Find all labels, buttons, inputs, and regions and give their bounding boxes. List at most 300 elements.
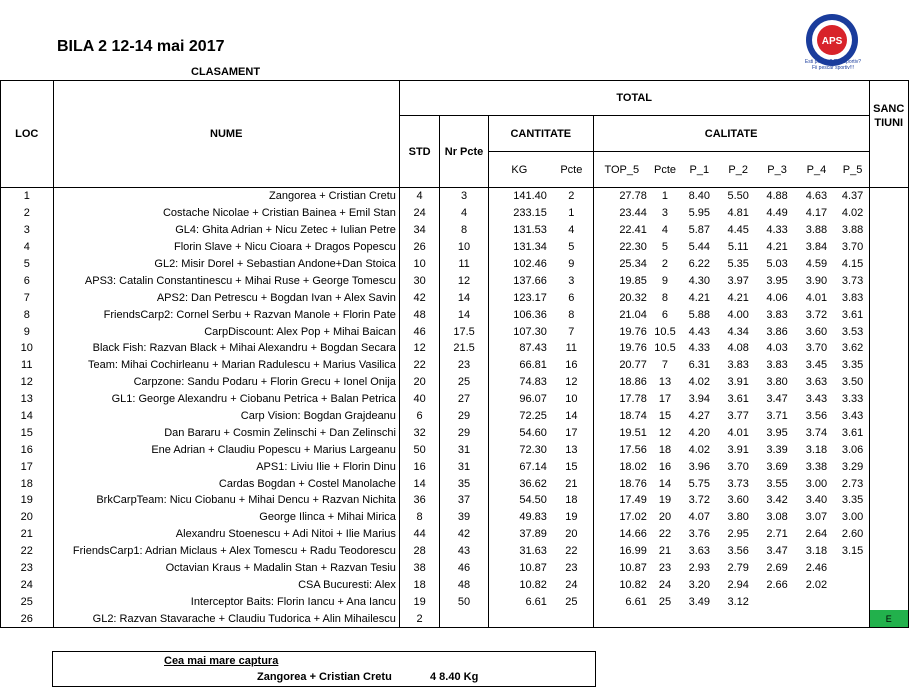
cell-p1: 8.40 — [680, 188, 718, 205]
cell-loc: 24 — [1, 576, 54, 593]
cell-kg: 72.30 — [519, 443, 547, 456]
cell-pcte: 18 — [550, 492, 593, 509]
cell-p4: 3.56 — [805, 410, 828, 423]
cell-p2: 3.97 — [727, 274, 749, 287]
cell-p2 — [719, 610, 758, 627]
cell-nume: GL4: Ghita Adrian + Nicu Zetec + Iulian Petre — [53, 222, 399, 239]
cell-loc: 15 — [1, 424, 54, 441]
cell-loc: 22 — [1, 543, 54, 560]
cell-loc: 18 — [1, 475, 54, 492]
cell-loc: 21 — [1, 526, 54, 543]
cell-top5: 22.41 — [619, 224, 647, 237]
cell-loc: 8 — [1, 306, 54, 323]
cell-nr-pcte: 48 — [440, 576, 488, 593]
cell-pcte-calitate: 19 — [658, 494, 672, 507]
cell-nume: GL2: Misir Dorel + Sebastian Andone+Dan Stoica — [53, 256, 399, 273]
cell-sanctiuni — [869, 340, 909, 357]
cell-p5 — [837, 593, 869, 610]
col-top5: TOP_5 — [604, 163, 640, 176]
cell-sanctiuni — [869, 222, 909, 239]
cell-kg: 66.81 — [519, 359, 547, 372]
cell-pcte-calitate: 10.5 — [654, 342, 676, 355]
cell-p1: 6.22 — [688, 258, 711, 270]
cell-p4: 3.60 — [805, 325, 828, 338]
cell-loc: 25 — [1, 593, 54, 610]
cell-p1: 4.02 — [688, 443, 711, 456]
col-loc: LOC — [1, 81, 54, 188]
cell-pcte: 13 — [550, 441, 593, 458]
col-total: TOTAL — [399, 81, 869, 116]
cell-nr-pcte: 17.5 — [440, 323, 488, 340]
cell-nr-pcte: 46 — [440, 560, 488, 577]
cell-pcte: 5 — [550, 239, 593, 256]
ranking-rows — [1, 188, 909, 628]
cell-pcte: 14 — [550, 408, 593, 425]
cell-p5: 3.61 — [837, 424, 869, 441]
cell-nr-pcte: 23 — [440, 357, 488, 374]
cell-nr-pcte: 27 — [440, 391, 488, 408]
cell-loc: 16 — [1, 441, 54, 458]
cell-pcte-calitate: 21 — [658, 545, 672, 558]
table-row — [1, 239, 909, 256]
cell-nume: Ene Adrian + Claudiu Popescu + Marius Largeanu — [53, 441, 399, 458]
cell-p3: 2.66 — [766, 578, 788, 591]
cell-kg: 6.61 — [525, 595, 547, 608]
table-row — [1, 357, 909, 374]
cell-p3: 4.03 — [766, 342, 788, 355]
cell-sanctiuni — [869, 543, 909, 560]
cell-top5: 18.86 — [619, 376, 647, 389]
cell-nr-pcte: 25 — [440, 374, 488, 391]
table-row — [1, 509, 909, 526]
cell-kg: 10.87 — [519, 562, 547, 575]
cell-p2: 3.61 — [727, 393, 749, 406]
cell-nr-pcte: 14 — [440, 306, 488, 323]
cell-pcte: 4 — [550, 222, 593, 239]
cell-loc: 7 — [1, 289, 54, 306]
cell-kg: 10.82 — [519, 578, 547, 591]
cell-std: 48 — [399, 306, 439, 323]
cell-pcte-calitate: 24 — [658, 578, 672, 591]
cell-nume: Black Fish: Razvan Black + Mihai Alexandru + Bogdan Secara — [53, 340, 399, 357]
cell-p5: 3.62 — [837, 340, 869, 357]
table-row — [1, 526, 909, 543]
cell-top5: 17.49 — [619, 494, 647, 507]
cell-top5: 6.61 — [625, 595, 647, 608]
cell-nr-pcte: 21.5 — [440, 340, 488, 357]
cell-loc: 17 — [1, 458, 54, 475]
col-pcte: Pcte — [550, 152, 593, 188]
cell-p4: 3.38 — [805, 460, 828, 473]
cell-pcte: 24 — [550, 576, 593, 593]
cell-p5: 3.15 — [837, 543, 869, 560]
cell-pcte: 21 — [550, 475, 593, 492]
cell-nume: Cardas Bogdan + Costel Manolache — [53, 475, 399, 492]
cell-top5: 19.51 — [619, 426, 647, 439]
cell-p1: 5.88 — [688, 308, 711, 321]
col-p4: P_4 — [806, 163, 827, 176]
cell-p2: 4.01 — [727, 426, 749, 439]
cell-kg — [488, 610, 550, 627]
cell-p1: 5.75 — [688, 477, 711, 490]
cell-top5: 10.87 — [619, 562, 647, 575]
cell-std: 42 — [399, 289, 439, 306]
cell-top5: 20.32 — [619, 291, 647, 304]
cell-pcte-calitate: 7 — [661, 359, 669, 372]
cell-nume: Alexandru Stoenescu + Adi Nitoi + Ilie Marius — [53, 526, 399, 543]
cell-loc: 4 — [1, 239, 54, 256]
cell-p1 — [680, 610, 718, 627]
cell-std: 16 — [399, 458, 439, 475]
table-row — [1, 188, 909, 205]
cell-p2: 4.08 — [727, 342, 749, 355]
cell-top5: 17.56 — [619, 443, 647, 456]
biggest-catch-title: Cea mai mare captura — [164, 655, 279, 667]
cell-loc: 12 — [1, 374, 54, 391]
cell-loc: 10 — [1, 340, 54, 357]
cell-nume: APS3: Catalin Constantinescu + Mihai Ruse + George Tomescu — [53, 272, 399, 289]
cell-p3: 3.08 — [766, 511, 788, 524]
cell-nume: Dan Bararu + Cosmin Zelinschi + Dan Zelinschi — [53, 424, 399, 441]
cell-sanctiuni: E — [869, 610, 909, 627]
cell-sanctiuni — [869, 560, 909, 577]
cell-p4: 2.02 — [805, 578, 828, 591]
cell-kg: 49.83 — [519, 511, 547, 524]
cell-nr-pcte: 14 — [440, 289, 488, 306]
cell-nume: FriendsCarp1: Adrian Miclaus + Alex Tomescu + Radu Teodorescu — [53, 543, 399, 560]
cell-pcte-calitate: 13 — [658, 376, 672, 389]
cell-p4: 3.00 — [805, 477, 828, 490]
table-row — [1, 222, 909, 239]
table-row — [1, 323, 909, 340]
cell-pcte-calitate: 20 — [658, 511, 672, 524]
cell-loc: 2 — [1, 205, 54, 222]
cell-p2: 2.95 — [727, 528, 749, 541]
cell-p2: 3.83 — [727, 359, 749, 372]
cell-kg: 96.07 — [519, 393, 547, 406]
cell-p3: 4.33 — [766, 224, 788, 237]
cell-p2: 3.80 — [727, 511, 749, 524]
cell-sanctiuni — [869, 272, 909, 289]
cell-sanctiuni — [869, 441, 909, 458]
cell-p2: 5.35 — [727, 258, 749, 270]
cell-pcte-calitate: 3 — [661, 207, 669, 220]
cell-kg: 31.63 — [519, 545, 547, 558]
cell-p3: 3.86 — [766, 325, 788, 338]
cell-sanctiuni — [869, 408, 909, 425]
cell-nr-pcte: 31 — [440, 458, 488, 475]
cell-p1: 6.31 — [688, 359, 711, 372]
cell-p4: 3.84 — [805, 241, 828, 254]
cell-nume: FriendsCarp2: Cornel Serbu + Razvan Manole + Florin Pate — [53, 306, 399, 323]
cell-p5 — [837, 610, 869, 627]
cell-std: 34 — [399, 222, 439, 239]
cell-pcte: 19 — [550, 509, 593, 526]
cell-std: 2 — [399, 610, 439, 627]
cell-p1: 3.94 — [688, 393, 711, 406]
cell-top5: 18.74 — [619, 410, 647, 423]
cell-pcte: 15 — [550, 458, 593, 475]
cell-p5: 3.29 — [837, 458, 869, 475]
cell-pcte: 7 — [550, 323, 593, 340]
cell-p1: 3.63 — [688, 545, 711, 558]
cell-sanctiuni — [869, 391, 909, 408]
cell-nr-pcte: 50 — [440, 593, 488, 610]
cell-pcte-calitate: 10.5 — [654, 325, 676, 338]
cell-nr-pcte: 11 — [440, 256, 488, 273]
cell-nr-pcte: 43 — [440, 543, 488, 560]
cell-p3: 4.88 — [758, 188, 796, 205]
cell-p1: 4.30 — [688, 274, 711, 287]
cell-top5: 21.04 — [619, 308, 647, 321]
cell-loc: 14 — [1, 408, 54, 425]
cell-p4: 3.43 — [805, 393, 828, 406]
cell-loc: 13 — [1, 391, 54, 408]
table-row — [1, 391, 909, 408]
cell-p2: 4.34 — [727, 325, 749, 338]
cell-kg: 74.83 — [519, 376, 547, 389]
cell-pcte-calitate: 6 — [661, 308, 669, 321]
cell-loc: 5 — [1, 256, 54, 273]
cell-p5: 3.73 — [837, 272, 869, 289]
cell-nume: Costache Nicolae + Cristian Bainea + Emil Stan — [53, 205, 399, 222]
cell-sanctiuni — [869, 526, 909, 543]
cell-p3: 3.55 — [766, 477, 788, 490]
cell-pcte-calitate: 4 — [661, 224, 669, 237]
cell-loc: 20 — [1, 509, 54, 526]
cell-std: 24 — [399, 205, 439, 222]
cell-p4: 3.45 — [805, 359, 828, 372]
cell-p4 — [796, 610, 836, 627]
table-row — [1, 560, 909, 577]
table-row — [1, 340, 909, 357]
cell-pcte-calitate: 14 — [658, 477, 672, 490]
cell-top5: 19.76 — [619, 325, 647, 338]
col-p3: P_3 — [767, 163, 787, 176]
cell-loc: 3 — [1, 222, 54, 239]
cell-sanctiuni — [869, 357, 909, 374]
col-p2: P_2 — [728, 163, 748, 176]
cell-pcte-calitate: 18 — [658, 443, 672, 456]
cell-loc: 26 — [1, 610, 54, 627]
cell-sanctiuni — [869, 475, 909, 492]
cell-p3: 3.47 — [766, 393, 788, 406]
cell-pcte-calitate — [650, 610, 680, 627]
cell-top5: 18.02 — [619, 460, 647, 473]
cell-nume: Florin Slave + Nicu Cioara + Dragos Popescu — [53, 239, 399, 256]
cell-nume: APS2: Dan Petrescu + Bogdan Ivan + Alex Savin — [53, 289, 399, 306]
logo-tagline-2: Fii pescar sportiv!!! — [812, 65, 854, 71]
cell-top5: 14.66 — [619, 528, 647, 541]
cell-sanctiuni — [869, 576, 909, 593]
cell-p4: 3.74 — [805, 426, 828, 439]
cell-p3: 3.80 — [766, 376, 788, 389]
cell-sanctiuni — [869, 205, 909, 222]
cell-top5: 19.85 — [619, 274, 647, 287]
col-nr-pcte: Nr Pcte — [440, 116, 488, 188]
cell-sanctiuni — [869, 323, 909, 340]
cell-p3: 3.83 — [766, 308, 788, 321]
cell-nr-pcte: 3 — [440, 188, 488, 205]
cell-pcte: 3 — [550, 272, 593, 289]
cell-p2: 5.11 — [727, 241, 749, 254]
cell-loc: 1 — [1, 188, 54, 205]
table-row — [1, 289, 909, 306]
col-p1: P_1 — [689, 163, 710, 176]
cell-top5: 10.82 — [619, 578, 647, 591]
cell-std: 26 — [399, 239, 439, 256]
cell-nr-pcte: 31 — [440, 441, 488, 458]
cell-kg: 102.46 — [513, 258, 547, 270]
cell-std: 40 — [399, 391, 439, 408]
logo-tagline-1: Esti pescar? Esti sportiv? — [804, 59, 862, 65]
cell-pcte: 16 — [550, 357, 593, 374]
cell-std: 32 — [399, 424, 439, 441]
cell-nume: CarpDiscount: Alex Pop + Mihai Baican — [53, 323, 399, 340]
cell-std: 36 — [399, 492, 439, 509]
cell-kg: 137.66 — [513, 274, 547, 287]
col-kg: KG — [511, 163, 528, 176]
cell-p5: 3.50 — [837, 374, 869, 391]
cell-nume: BrkCarpTeam: Nicu Ciobanu + Mihai Dencu + Razvan Nichita — [53, 492, 399, 509]
cell-nr-pcte: 42 — [440, 526, 488, 543]
cell-kg: 67.14 — [519, 460, 547, 473]
cell-nume: Octavian Kraus + Madalin Stan + Razvan Tesiu — [53, 560, 399, 577]
cell-pcte-calitate: 23 — [658, 562, 672, 575]
cell-pcte: 6 — [550, 289, 593, 306]
cell-p3: 3.83 — [766, 359, 788, 372]
table-row — [1, 576, 909, 593]
col-cantitate: CANTITATE — [488, 116, 593, 152]
cell-pcte: 23 — [550, 560, 593, 577]
cell-p4: 3.70 — [805, 342, 828, 355]
cell-p4: 4.63 — [796, 188, 836, 205]
table-row — [1, 256, 909, 273]
cell-pcte: 10 — [550, 391, 593, 408]
cell-std: 30 — [399, 272, 439, 289]
col-nume: NUME — [53, 81, 399, 188]
cell-std: 22 — [399, 357, 439, 374]
cell-std: 6 — [399, 408, 439, 425]
table-row — [1, 408, 909, 425]
cell-kg: 123.17 — [513, 291, 547, 304]
cell-pcte-calitate: 5 — [661, 241, 669, 254]
logo-text: APS — [821, 36, 843, 47]
cell-pcte-calitate: 12 — [658, 426, 672, 439]
cell-nume: GL1: George Alexandru + Ciobanu Petrica + Balan Petrica — [53, 391, 399, 408]
cell-p1: 2.93 — [688, 562, 711, 575]
cell-p1: 5.87 — [688, 224, 711, 237]
cell-p2: 3.12 — [727, 595, 749, 608]
cell-p4: 4.59 — [805, 258, 828, 270]
table-row — [1, 306, 909, 323]
cell-top5: 27.78 — [593, 188, 650, 205]
cell-loc: 23 — [1, 560, 54, 577]
cell-p5: 3.53 — [837, 323, 869, 340]
cell-pcte-calitate: 9 — [661, 274, 669, 287]
cell-p1: 3.49 — [688, 595, 711, 608]
cell-kg: 87.43 — [519, 342, 547, 355]
cell-top5: 16.99 — [619, 545, 647, 558]
cell-p3: 3.47 — [766, 545, 788, 558]
cell-p4: 2.64 — [805, 528, 828, 541]
cell-p2: 4.21 — [727, 291, 749, 304]
cell-nume: George Ilinca + Mihai Mirica — [53, 509, 399, 526]
table-row — [1, 610, 909, 627]
cell-p3 — [758, 593, 796, 610]
cell-p5: 3.35 — [837, 492, 869, 509]
cell-kg: 107.30 — [513, 325, 547, 338]
cell-sanctiuni — [869, 256, 909, 273]
cell-pcte: 2 — [550, 188, 593, 205]
cell-nume: Team: Mihai Cochirleanu + Marian Radulescu + Marius Vasilica — [53, 357, 399, 374]
cell-nume: Carp Vision: Bogdan Grajdeanu — [53, 408, 399, 425]
cell-nr-pcte: 8 — [440, 222, 488, 239]
ranking-table — [0, 80, 909, 628]
cell-p1: 4.02 — [688, 376, 711, 389]
cell-nume: Carpzone: Sandu Podaru + Florin Grecu + Ionel Onija — [53, 374, 399, 391]
cell-p1: 3.20 — [688, 578, 711, 591]
cell-nr-pcte: 37 — [440, 492, 488, 509]
cell-nume: GL2: Razvan Stavarache + Claudiu Tudorica + Alin Mihailescu — [53, 610, 399, 627]
cell-kg: 36.62 — [519, 477, 547, 490]
cell-p3: 4.06 — [766, 291, 788, 304]
col-sanctiuni: SANC TIUNI — [869, 81, 909, 152]
cell-p4: 4.17 — [805, 207, 828, 220]
cell-std: 46 — [399, 323, 439, 340]
cell-p5: 4.37 — [837, 188, 869, 205]
cell-loc: 19 — [1, 492, 54, 509]
col-std: STD — [399, 116, 439, 188]
table-row — [1, 543, 909, 560]
cell-p2: 2.79 — [727, 562, 749, 575]
cell-kg: 106.36 — [513, 308, 547, 321]
table-row — [1, 458, 909, 475]
cell-p1: 4.20 — [688, 426, 711, 439]
table-row — [1, 492, 909, 509]
cell-p5 — [837, 576, 869, 593]
cell-nume: Zangorea + Cristian Cretu — [53, 188, 399, 205]
cell-sanctiuni — [869, 374, 909, 391]
cell-sanctiuni — [869, 424, 909, 441]
cell-p3: 3.39 — [766, 443, 788, 456]
cell-p2: 4.00 — [727, 308, 749, 321]
cell-std: 18 — [399, 576, 439, 593]
cell-p5: 2.73 — [837, 475, 869, 492]
biggest-catch-value: 4 8.40 Kg — [430, 671, 479, 683]
cell-std: 10 — [399, 256, 439, 273]
cell-pcte-calitate: 16 — [658, 460, 672, 473]
cell-p5: 4.02 — [837, 205, 869, 222]
cell-p1: 3.76 — [688, 528, 711, 541]
cell-top5: 25.34 — [619, 258, 647, 270]
cell-p5: 3.88 — [837, 222, 869, 239]
cell-p3 — [758, 610, 796, 627]
cell-pcte: 22 — [550, 543, 593, 560]
col-calitate: CALITATE — [593, 116, 869, 152]
cell-p2: 5.50 — [719, 188, 758, 205]
cell-top5: 23.44 — [619, 207, 647, 220]
table-row — [1, 205, 909, 222]
col-p5: P_5 — [837, 152, 869, 188]
cell-nr-pcte: 10 — [440, 239, 488, 256]
cell-p3: 4.49 — [766, 207, 788, 220]
cell-top5 — [593, 610, 650, 627]
cell-top5: 22.30 — [619, 241, 647, 254]
cell-pcte-calitate: 1 — [650, 188, 680, 205]
cell-p2: 4.45 — [727, 224, 749, 237]
cell-std: 50 — [399, 441, 439, 458]
